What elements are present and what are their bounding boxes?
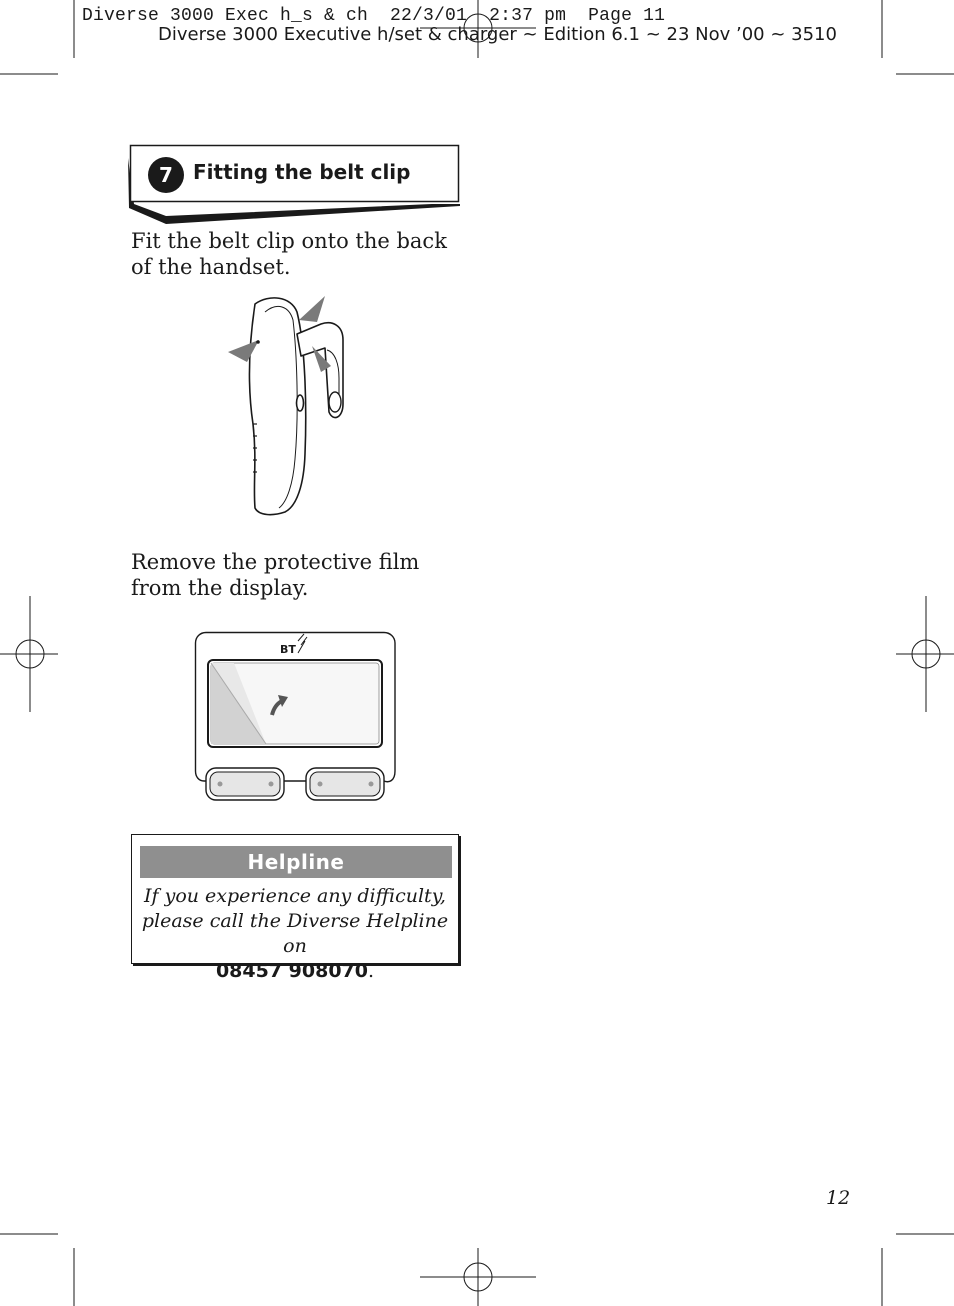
helpline-phone-number: 08457 908070 bbox=[215, 960, 368, 982]
display-film-instruction: Remove the protective film from the display. bbox=[131, 550, 420, 600]
display-film-illustration bbox=[194, 631, 398, 803]
page-number: 12 bbox=[826, 1187, 851, 1209]
helpline-title: Helpline bbox=[140, 846, 452, 878]
softkey-left bbox=[206, 768, 284, 800]
handset-belt-clip-illustration bbox=[225, 294, 355, 519]
helpline-period: . bbox=[368, 960, 375, 982]
step-number-badge: 7 bbox=[148, 157, 184, 193]
section-title: Fitting the belt clip bbox=[193, 160, 411, 184]
bt-logo: BT bbox=[280, 643, 296, 656]
helpline-text bbox=[132, 884, 458, 984]
slug-line-2: Diverse 3000 Executive h/set & charger ~ Edition 6.1 ~ 23 Nov ’00 ~ 3510 bbox=[158, 24, 837, 45]
belt-clip-instruction: Fit the belt clip onto the back of the handset. bbox=[131, 229, 447, 279]
softkey-right bbox=[306, 768, 384, 800]
helpline-text-line-2: please call the Diverse Helpline on bbox=[141, 910, 449, 957]
helpline-text-line-1: If you experience any difficulty, bbox=[144, 885, 446, 907]
slug-line-1: Diverse 3000 Exec h_s & ch 22/3/01 2:37 pm Page 11 bbox=[82, 6, 666, 26]
helpline-box bbox=[131, 834, 459, 982]
